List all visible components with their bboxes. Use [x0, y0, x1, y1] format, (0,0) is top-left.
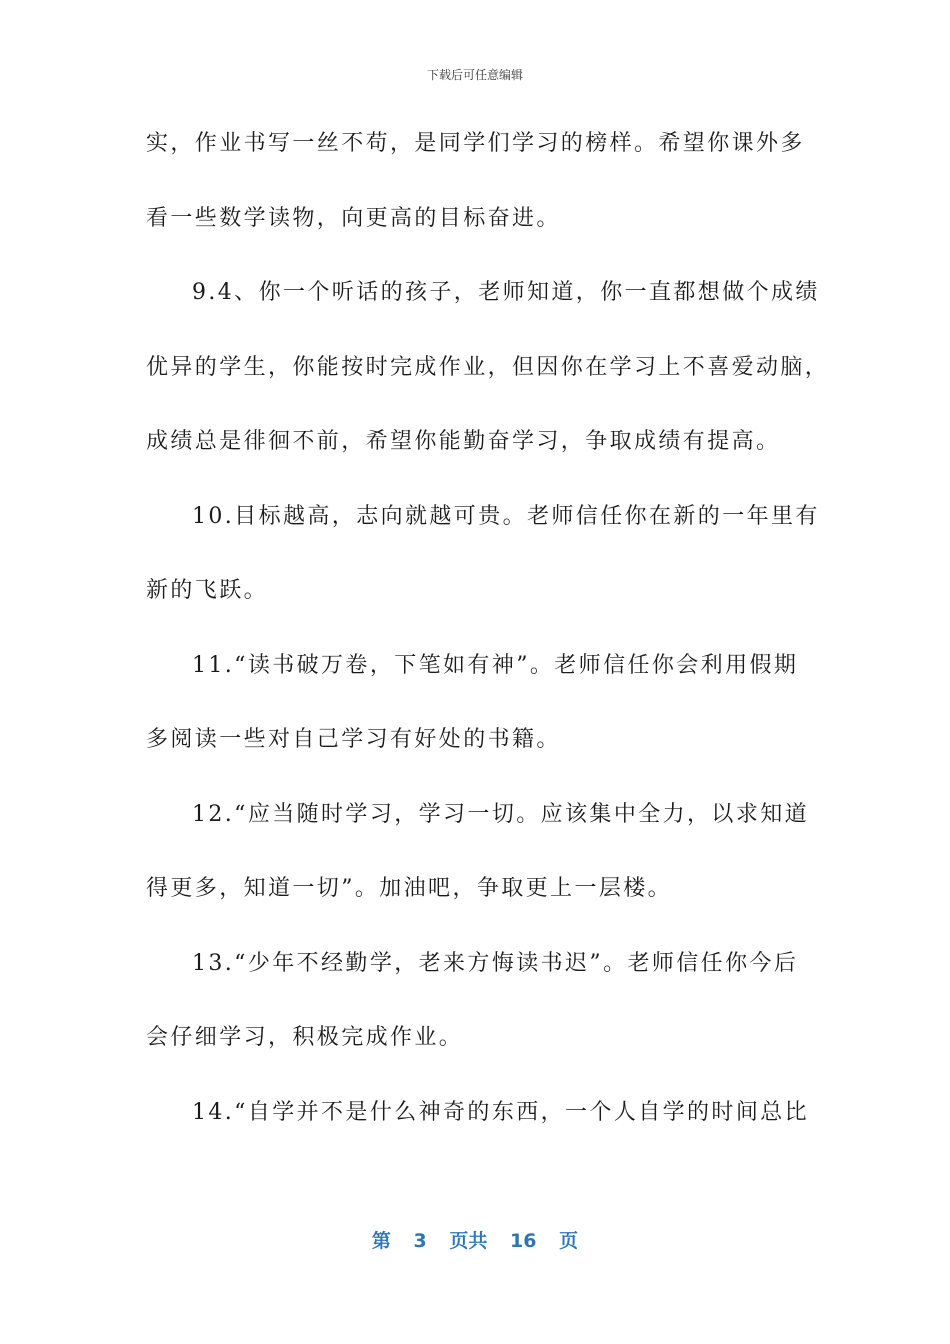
footer-middle: 页共 [449, 1230, 488, 1252]
text-line-5: 成绩总是徘徊不前，希望你能勤奋学习，争取成绩有提高。 [146, 429, 781, 454]
footer-prefix: 第 [371, 1230, 391, 1252]
text-line-3: 9.4、你一个听话的孩子，老师知道，你一直都想做个成绩 [192, 280, 820, 305]
text-line-9: 多阅读一些对自己学习有好处的书籍。 [146, 727, 561, 752]
text-line-1: 实，作业书写一丝不苟，是同学们学习的榜样。希望你课外多 [146, 131, 805, 156]
text-line-11: 得更多，知道一切”。加油吧，争取更上一层楼。 [146, 876, 673, 901]
page-footer [0, 1226, 950, 1253]
text-line-12: 13.“少年不经勤学，老来方悔读书迟”。老师信任你今后 [192, 950, 799, 976]
text-line-4: 优异的学生，你能按时完成作业，但因你在学习上不喜爱动脑， [146, 354, 830, 380]
footer-total-pages: 16 [510, 1230, 537, 1252]
footer-suffix: 页 [559, 1230, 579, 1252]
text-line-6: 10.目标越高，志向就越可贵。老师信任你在新的一年里有 [192, 503, 820, 529]
text-line-8: 11.“读书破万卷，下笔如有神”。老师信任你会利用假期 [192, 652, 799, 678]
text-line-13: 会仔细学习，积极完成作业。 [146, 1025, 464, 1050]
footer-current-page: 3 [413, 1230, 427, 1252]
header-note: 下载后可任意编辑 [426, 68, 523, 82]
document-body [146, 118, 830, 1161]
text-line-7: 新的飞跃。 [146, 578, 269, 603]
text-line-14: 14.“自学并不是什么神奇的东西，一个人自学的时间总比 [192, 1099, 810, 1125]
text-line-2: 看一些数学读物，向更高的目标奋进。 [146, 205, 561, 231]
text-line-10: 12.“应当随时学习，学习一切。应该集中全力，以求知道 [192, 801, 810, 827]
